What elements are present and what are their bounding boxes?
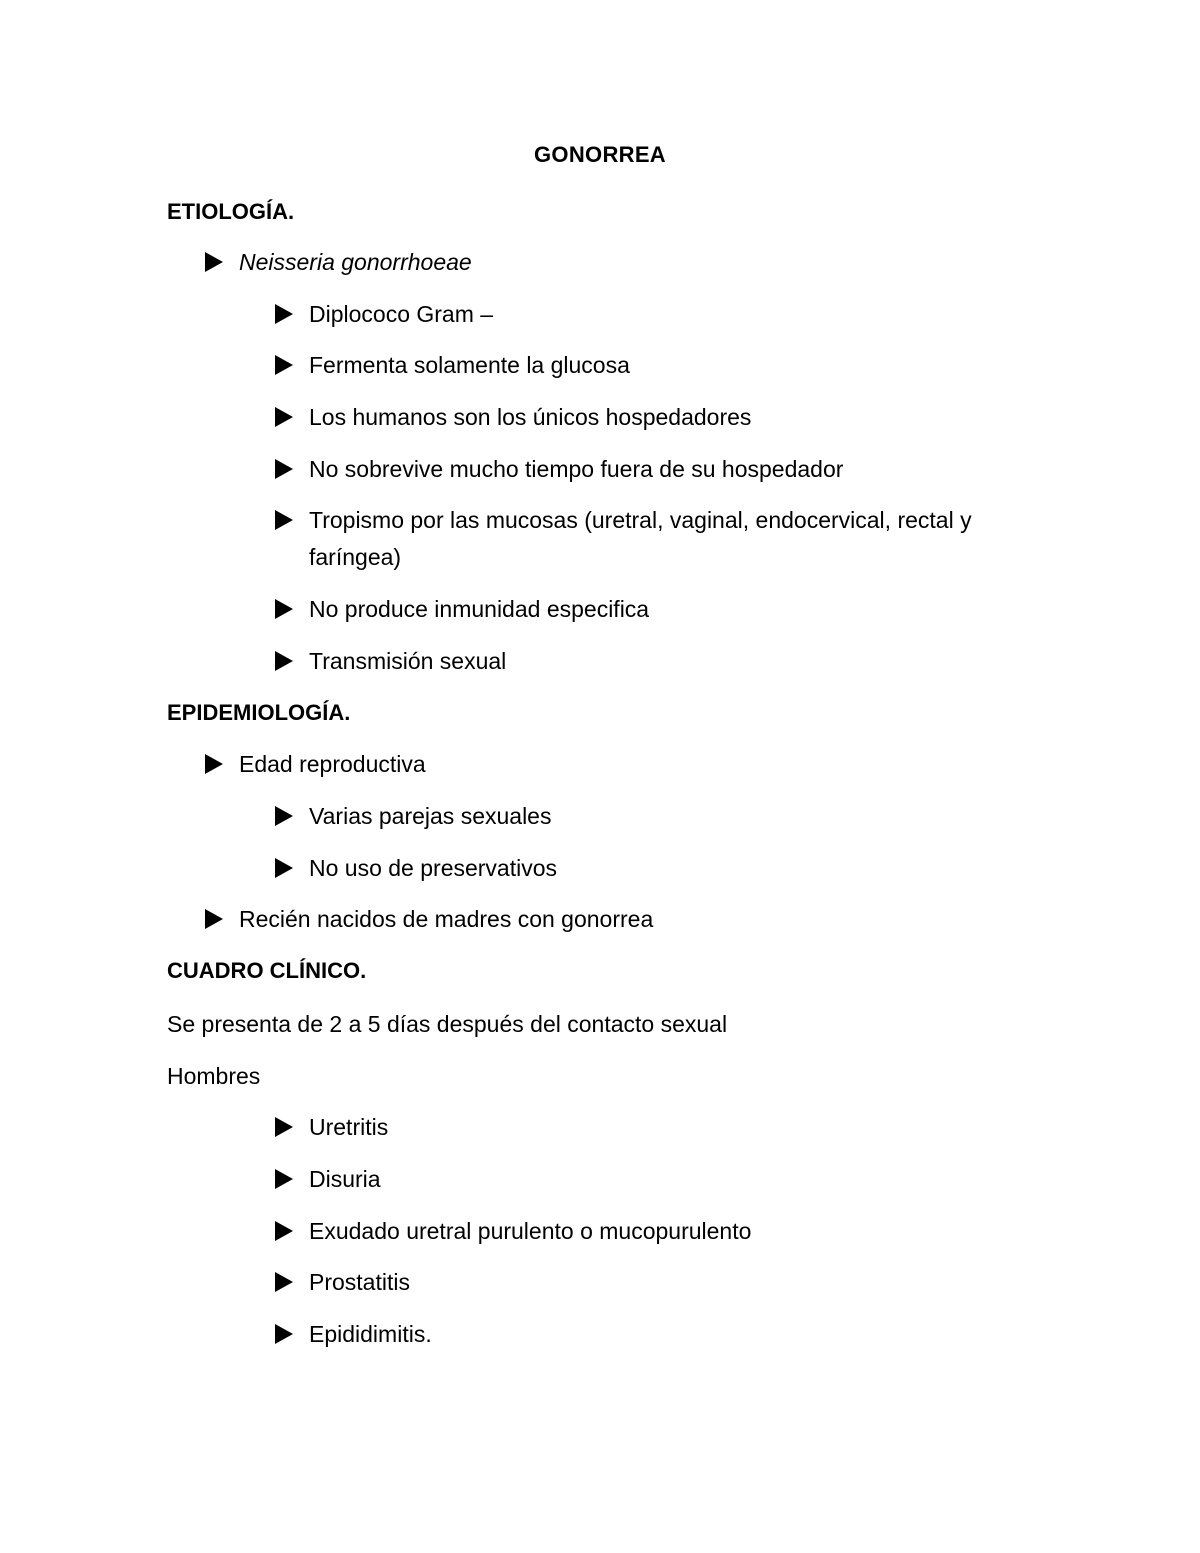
arrow-bullet-icon [205,909,223,929]
section-heading-epidemiologia: EPIDEMIOLOGÍA. [167,700,351,725]
list-item [275,502,972,538]
list-item [275,591,649,627]
organism-name: Neisseria gonorrhoeae [239,249,472,275]
list-item-text: Tropismo por las mucosas (uretral, vaginal, endocervical, rectal y [309,507,972,533]
list-item [275,451,843,487]
arrow-bullet-icon [205,754,223,774]
arrow-bullet-icon [275,1324,293,1344]
list-item [275,347,630,383]
list-item-text: Recién nacidos de madres con gonorrea [239,906,654,932]
list-item [275,1264,410,1300]
list-item [275,1109,388,1145]
list-item [205,746,426,782]
arrow-bullet-icon [275,1169,293,1189]
list-item [275,1213,751,1249]
paragraph-intro: Se presenta de 2 a 5 días después del contacto sexual [167,1011,728,1037]
list-item-text: Uretritis [309,1114,389,1140]
list-item [275,1316,432,1352]
arrow-bullet-icon [275,1221,293,1241]
arrow-bullet-icon [275,355,293,375]
list-item [275,643,506,679]
list-item [275,1161,381,1197]
list-item-text: Los humanos son los únicos hospedadores [309,404,752,430]
list-item [275,798,551,834]
arrow-bullet-icon [275,1117,293,1137]
list-item-text: No produce inmunidad especifica [309,596,650,622]
list-item-text: Varias parejas sexuales [309,803,552,829]
list-item-continuation: faríngea) [309,544,402,570]
document-title: GONORREA [534,142,666,167]
arrow-bullet-icon [275,806,293,826]
arrow-bullet-icon [275,407,293,427]
section-heading-cuadro-clinico: CUADRO CLÍNICO. [167,958,367,983]
list-item-text: Fermenta solamente la glucosa [309,352,630,378]
list-item-text: No uso de preservativos [309,855,558,881]
list-item [205,901,653,937]
arrow-bullet-icon [275,858,293,878]
list-item [275,850,557,886]
arrow-bullet-icon [275,599,293,619]
list-item-text: Epididimitis. [309,1321,432,1347]
list-item-text: Prostatitis [309,1269,410,1295]
list-item-text: Exudado uretral purulento o mucopurulento [309,1218,752,1244]
list-item [275,399,751,435]
arrow-bullet-icon [275,510,293,530]
arrow-bullet-icon [275,1272,293,1292]
list-item-text: No sobrevive mucho tiempo fuera de su hospedador [309,456,844,482]
arrow-bullet-icon [275,304,293,324]
list-item-text: Edad reproductiva [239,751,426,777]
arrow-bullet-icon [275,459,293,479]
list-item-text: Diplococo Gram – [309,301,494,327]
arrow-bullet-icon [275,651,293,671]
list-item-text: Disuria [309,1166,381,1192]
section-heading-etiologia: ETIOLOGÍA. [167,199,295,224]
list-item-text: Transmisión sexual [309,648,507,674]
arrow-bullet-icon [205,252,223,272]
subheading-hombres: Hombres [167,1063,261,1089]
list-item [275,296,493,332]
list-item [205,244,472,280]
